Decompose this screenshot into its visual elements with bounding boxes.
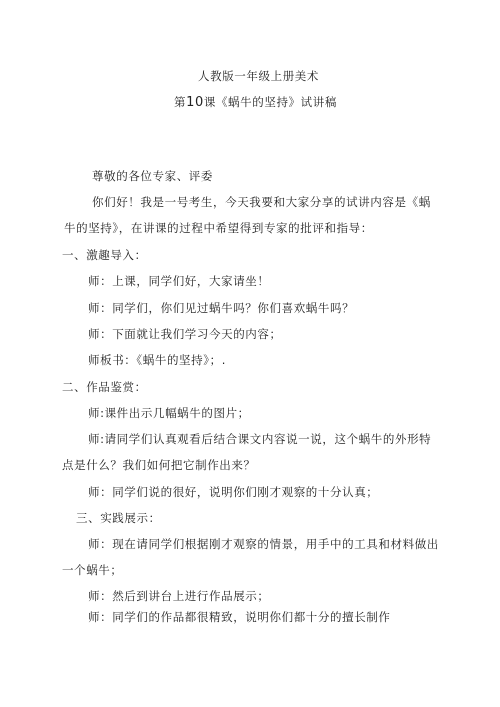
paragraph-line: 师板书：《蜗牛的坚持》；. bbox=[88, 353, 226, 367]
paragraph-line: 一个蜗牛； bbox=[62, 563, 123, 577]
paragraph-line: 师：上课，同学们好，大家请坐！ bbox=[88, 274, 270, 288]
paragraph-line: 师：同学们，你们见过蜗牛吗？你们喜欢蜗牛吗？ bbox=[88, 301, 355, 315]
document-subtitle bbox=[174, 95, 337, 110]
paragraph-line: 点是什么？我们如何把它制作出来？ bbox=[62, 458, 256, 472]
subtitle-lesson-number: 10 bbox=[186, 95, 204, 110]
subtitle-prefix: 第 bbox=[174, 95, 187, 109]
section-heading-1: 一、激趣导入： bbox=[62, 248, 147, 262]
paragraph-line: 师:请同学们认真观看后结合课文内容说一说，这个蜗牛的外形特 bbox=[88, 432, 432, 446]
paragraph-line: 师：下面就让我们学习今天的内容； bbox=[88, 327, 282, 341]
paragraph-line: 师：现在请同学们根据刚才观察的情景，用手中的工具和材料做出 bbox=[88, 537, 439, 551]
section-heading-3: 三、实践展示： bbox=[76, 511, 161, 525]
subtitle-suffix: 课《蜗牛的坚持》试讲稿 bbox=[203, 95, 337, 109]
section-heading-2: 二、作品鉴赏： bbox=[62, 380, 147, 394]
paragraph-line: 师：然后到讲台上进行作品展示； bbox=[88, 589, 270, 603]
document-title: 人教版一年级上册美术 bbox=[198, 69, 319, 83]
greeting-line: 尊敬的各位专家、评委 bbox=[92, 169, 213, 183]
paragraph-line: 师:课件出示几幅蜗牛的图片； bbox=[88, 406, 250, 420]
intro-line-1: 你们好！我是一号考生，今天我要和大家分享的试讲内容是《蜗 bbox=[92, 195, 431, 209]
intro-line-2: 牛的坚持》，在讲课的过程中希望得到专家的批评和指导： bbox=[64, 221, 373, 235]
paragraph-line: 师：同学们的作品都很精致，说明你们都十分的擅长制作 bbox=[88, 610, 391, 624]
paragraph-line: 师：同学们说的很好，说明你们刚才观察的十分认真； bbox=[88, 485, 379, 499]
